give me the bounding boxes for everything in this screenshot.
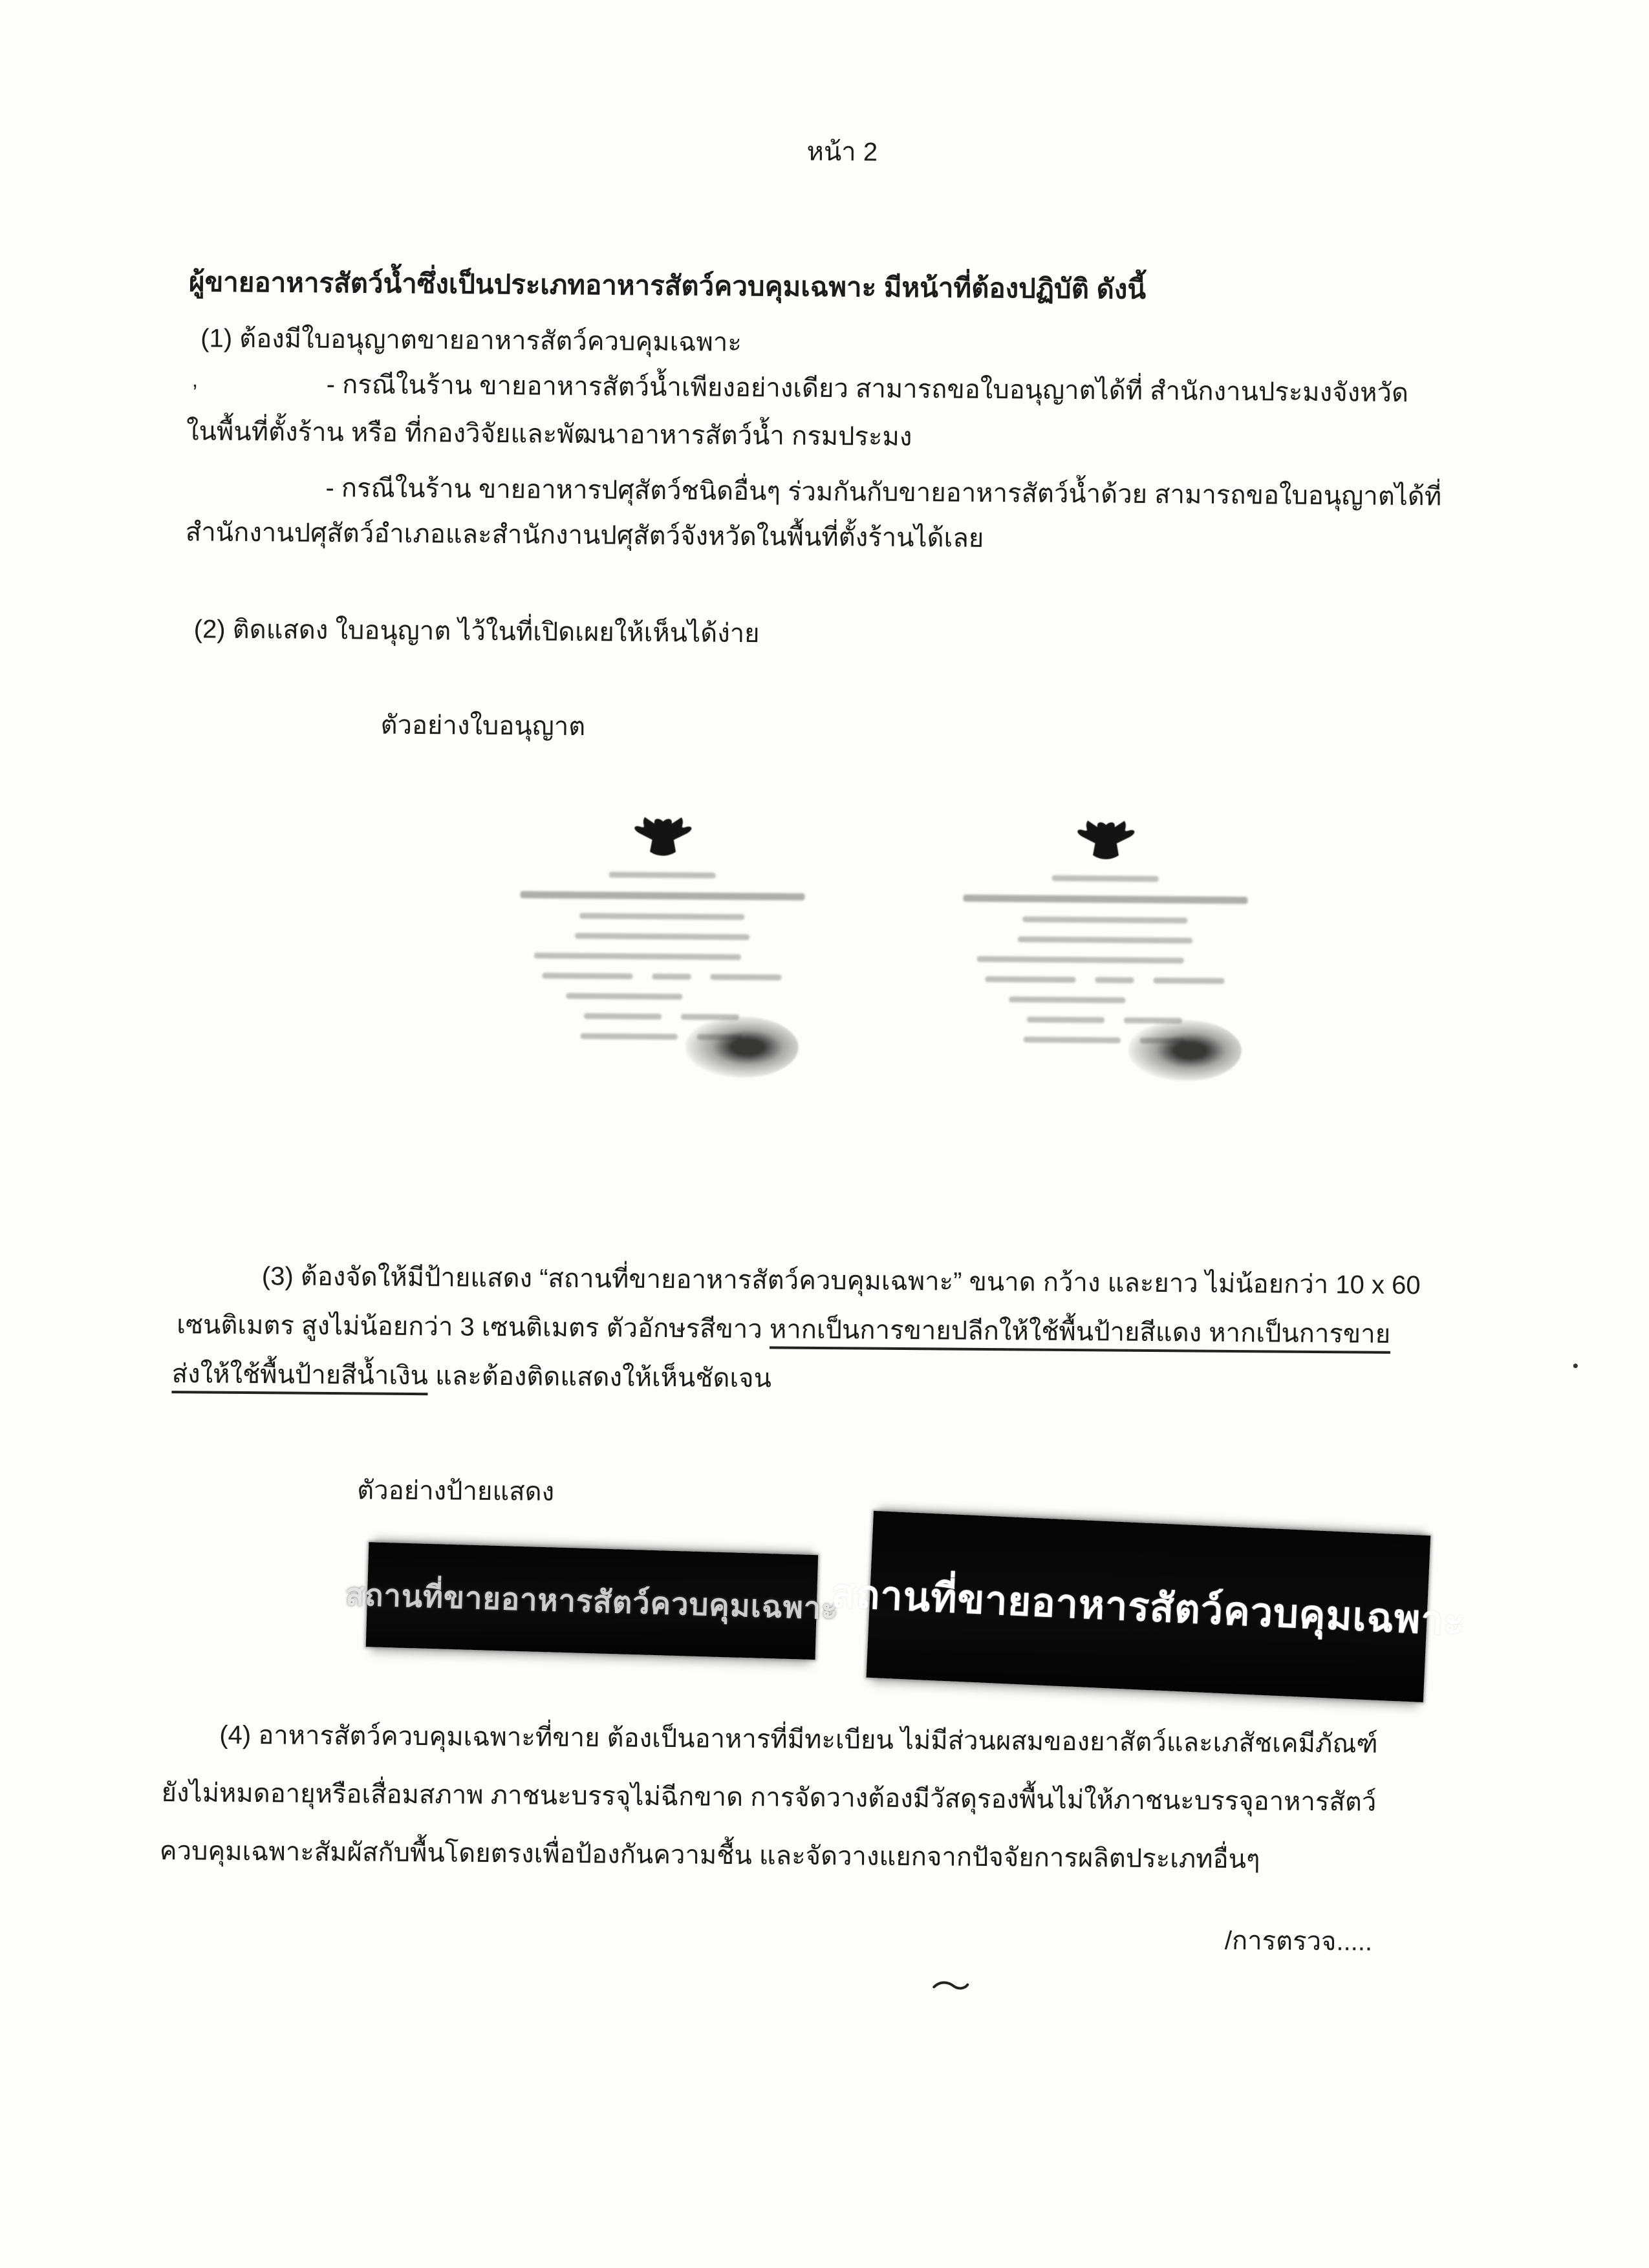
ink-stamp-icon [685, 1016, 799, 1078]
item3-line3 [171, 1358, 771, 1395]
sign-example-caption: ตัวอย่างป้ายแสดง [357, 1476, 555, 1506]
ink-stamp-icon [1128, 1020, 1242, 1082]
item4-line1: (4) อาหารสัตว์ควบคุมเฉพาะที่ขาย ต้องเป็นอาหารที่มีทะเบียน ไม่มีส่วนผสมของยาสัตว์และเภสัชเคมีภัณฑ์ [219, 1720, 1378, 1759]
item2-line: (2) ติดแสดง ใบอนุญาต ไว้ในที่เปิดเผยให้เห็นได้ง่าย [193, 615, 760, 648]
license-example-right [936, 804, 1273, 1179]
item1-sub1-line1: - กรณีในร้าน ขายอาหารสัตว์น้ำเพียงอย่างเดียว สามารถขอใบอนุญาตได้ที่ สำนักงานประมงจังหวัด [326, 370, 1409, 408]
item4-line2: ยังไม่หมดอายุหรือเสื่อมสภาพ ภาชนะบรรจุไม่ฉีกขาด การจัดวางต้องมีวัสดุรองพื้นไม่ให้ภาชนะบรรจุอาหารสัตว์ [161, 1778, 1377, 1817]
item3-line3-underlined: ส่งให้ใช้พื้นป้ายสีน้ำเงิน [171, 1360, 428, 1395]
item3-line3-normal: และต้องติดแสดงให้เห็นชัดเจน [427, 1362, 772, 1393]
sign-example-small [345, 1542, 839, 1660]
item1-sub2-line2: สำนักงานปศุสัตว์อำเภอและสำนักงานปศุสัตว์จังหวัดในพื้นที่ตั้งร้านได้เลย [185, 518, 984, 553]
scan-artifact-mark: ’ [192, 380, 198, 405]
license-example-caption: ตัวอย่างใบอนุญาต [380, 711, 586, 742]
license-faded-text [938, 874, 1272, 1044]
document-heading: ผู้ขายอาหารสัตว์น้ำซึ่งเป็นประเภทอาหารสัตว์ควบคุมเฉพาะ มีหน้าที่ต้องปฏิบัติ ดังนี้ [188, 266, 1147, 305]
pen-squiggle-icon [931, 1978, 970, 1996]
garuda-emblem-icon [630, 814, 695, 863]
scan-artifact-dot [1573, 1364, 1578, 1368]
continuation-note: /การตรวจ..... [1224, 1926, 1373, 1956]
license-example-left [493, 801, 830, 1175]
sign-example-small-text: สถานที่ขายอาหารสัตว์ควบคุมเฉพาะ [345, 1576, 839, 1625]
license-faded-text [495, 871, 829, 1041]
item3-line2 [177, 1309, 1390, 1351]
sign-example-large-text: สถานที่ขายอาหารสัตว์ควบคุมเฉพาะ [830, 1570, 1467, 1643]
item3-line1: (3) ต้องจัดให้มีป้ายแสดง “สถานที่ขายอาหารสัตว์ควบคุมเฉพาะ” ขนาด กว้าง และยาว ไม่น้อยกว่า 10 x 60 [261, 1262, 1421, 1300]
item4-line3: ควบคุมเฉพาะสัมผัสกับพื้นโดยตรงเพื่อป้องกันความชื้น และจัดวางแยกจากปัจจัยการผลิตประเภทอื่นๆ [159, 1836, 1260, 1874]
item1-sub1-line2: ในพื้นที่ตั้งร้าน หรือ ที่กองวิจัยและพัฒนาอาหารสัตว์น้ำ กรมประมง [186, 417, 912, 452]
garuda-emblem-icon [1073, 817, 1138, 866]
item1-lead: (1) ต้องมีใบอนุญาตขายอาหารสัตว์ควบคุมเฉพาะ [200, 324, 742, 357]
item3-line2-underlined: หากเป็นการขายปลีกให้ใช้พื้นป้ายสีแดง หากเป็นการขาย [770, 1315, 1391, 1354]
item3-line2-normal: เซนติเมตร สูงไม่น้อยกว่า 3 เซนติเมตร ตัวอักษรสีขาว [177, 1311, 770, 1344]
item1-sub2-line1: - กรณีในร้าน ขายอาหารปศุสัตว์ชนิดอื่นๆ ร่วมกันกับขายอาหารสัตว์น้ำด้วย สามารถขอใบอนุญาตได้ที่ [325, 473, 1442, 511]
page-number: หน้า 2 [806, 137, 878, 167]
sign-example-large [830, 1511, 1467, 1702]
